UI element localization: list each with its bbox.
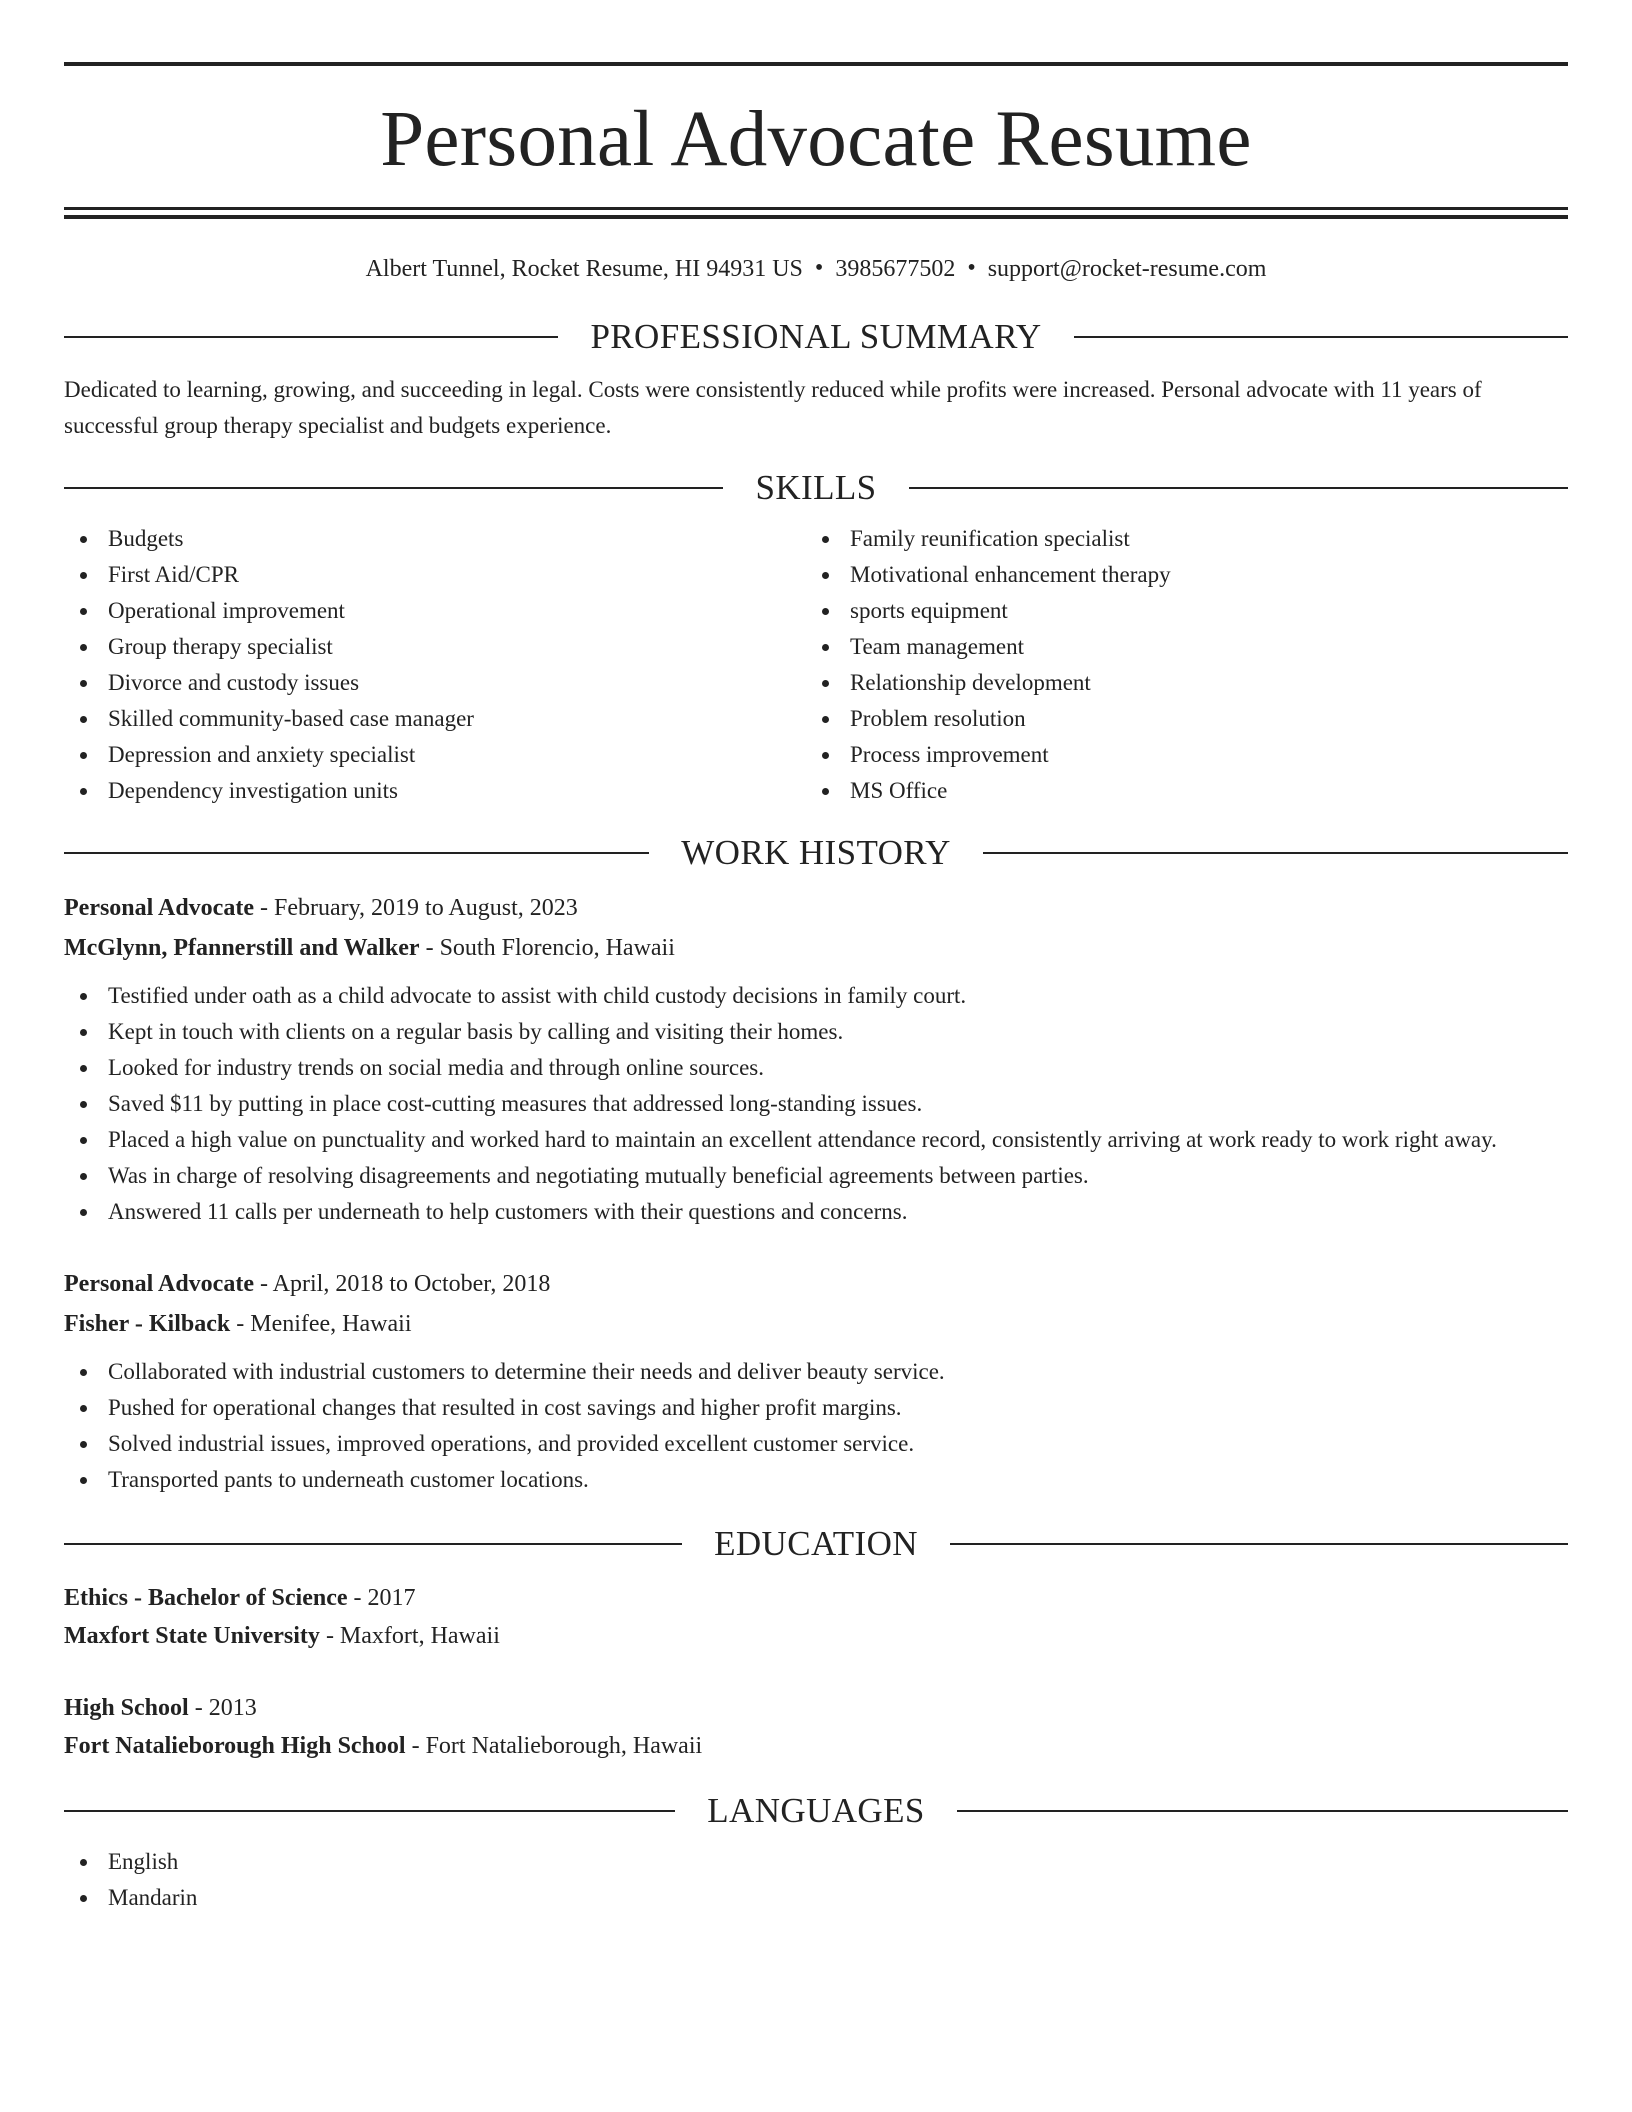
education-year: - 2013 [188, 1695, 257, 1722]
contact-separator: • [814, 255, 824, 281]
job-bullet: Kept in touch with clients on a regular basis by calling and visiting their homes. [64, 1014, 1568, 1050]
job-role: Personal Advocate [64, 1271, 254, 1298]
heading-rule [64, 487, 723, 489]
education-school-line [64, 1617, 1568, 1655]
skills-heading [64, 468, 1568, 508]
job-dates: - April, 2018 to October, 2018 [253, 1271, 551, 1298]
skill-item: Depression and anxiety specialist [64, 737, 806, 773]
job-bullets [64, 978, 1568, 1230]
skill-item: Problem resolution [806, 701, 1568, 737]
contact-address: Albert Tunnel, Rocket Resume, HI 94931 US [365, 256, 803, 282]
skill-item: Operational improvement [64, 593, 806, 629]
job-company: Fisher - Kilback [64, 1311, 231, 1338]
job-bullet: Placed a high value on punctuality and worked hard to maintain an excellent attendance record, consistently arriving at work ready to work right away. [64, 1122, 1568, 1158]
education-school: Fort Natalieborough High School [64, 1733, 406, 1760]
education-location: - Maxfort, Hawaii [319, 1623, 500, 1650]
education-heading [64, 1524, 1568, 1564]
job-company-line [64, 928, 1568, 968]
job-bullet: Saved $11 by putting in place cost-cutting measures that addressed long-standing issues. [64, 1086, 1568, 1122]
skill-item: Family reunification specialist [806, 521, 1568, 557]
skill-item: Dependency investigation units [64, 773, 806, 809]
top-rule [64, 62, 1568, 66]
education-location: - Fort Natalieborough, Hawaii [405, 1733, 703, 1760]
job-bullet: Answered 11 calls per underneath to help customers with their questions and concerns. [64, 1194, 1568, 1230]
skill-item: Group therapy specialist [64, 629, 806, 665]
heading-rule [64, 852, 649, 854]
education-entry [64, 1689, 1568, 1765]
education-year: - 2017 [347, 1585, 416, 1612]
skill-item: First Aid/CPR [64, 557, 806, 593]
heading-rule [957, 1810, 1568, 1812]
skills-heading-label: SKILLS [755, 468, 877, 508]
language-item: Mandarin [64, 1880, 1568, 1916]
contact-line [64, 254, 1568, 285]
work-history-heading [64, 833, 1568, 873]
education-degree-line [64, 1579, 1568, 1617]
skill-item: MS Office [806, 773, 1568, 809]
job-role: Personal Advocate [64, 895, 254, 922]
skill-item: Relationship development [806, 665, 1568, 701]
skills-column-right [806, 521, 1568, 809]
skill-item: Divorce and custody issues [64, 665, 806, 701]
heading-rule [950, 1543, 1568, 1545]
languages-heading [64, 1791, 1568, 1831]
summary-heading-label: PROFESSIONAL SUMMARY [590, 317, 1042, 357]
summary-text: Dedicated to learning, growing, and succeeding in legal. Costs were consistently reduced while profits were increased. Personal advocate with 11 years of successful group therapy specialist and budgets experience. [64, 377, 1482, 439]
job-title-line [64, 1264, 1568, 1304]
education-degree: High School [64, 1695, 189, 1722]
job-location: - Menifee, Hawaii [230, 1311, 412, 1338]
language-item: English [64, 1844, 1568, 1880]
job-entry [64, 888, 1568, 1230]
education-school-line [64, 1727, 1568, 1765]
education-degree: Ethics - Bachelor of Science [64, 1585, 348, 1612]
contact-phone: 3985677502 [835, 256, 956, 282]
job-location: - South Florencio, Hawaii [419, 935, 675, 962]
job-entry [64, 1264, 1568, 1498]
work-history-heading-label: WORK HISTORY [681, 833, 951, 873]
page-title: Personal Advocate Resume [380, 96, 1252, 183]
job-bullet: Transported pants to underneath customer locations. [64, 1462, 1568, 1498]
heading-rule [1074, 336, 1568, 338]
summary-heading [64, 317, 1568, 357]
job-bullet: Solved industrial issues, improved operations, and provided excellent customer service. [64, 1426, 1568, 1462]
education-school: Maxfort State University [64, 1623, 320, 1650]
skills-column-left [64, 521, 806, 809]
contact-separator: • [967, 255, 976, 281]
job-title-line [64, 888, 1568, 928]
job-bullet: Looked for industry trends on social media and through online sources. [64, 1050, 1568, 1086]
job-company-line [64, 1304, 1568, 1344]
job-bullet: Collaborated with industrial customers to determine their needs and deliver beauty service. [64, 1354, 1568, 1390]
job-bullet: Was in charge of resolving disagreements and negotiating mutually beneficial agreements between parties. [64, 1158, 1568, 1194]
heading-rule [64, 336, 558, 338]
job-bullets [64, 1354, 1568, 1498]
skill-item: Team management [806, 629, 1568, 665]
heading-rule [64, 1810, 675, 1812]
job-company: McGlynn, Pfannerstill and Walker [64, 935, 420, 962]
job-bullet: Testified under oath as a child advocate to assist with child custody decisions in family court. [64, 978, 1568, 1014]
heading-rule [909, 487, 1568, 489]
job-dates: - February, 2019 to August, 2023 [253, 895, 578, 922]
title-double-rule [64, 207, 1568, 219]
languages-heading-label: LANGUAGES [707, 1791, 925, 1831]
heading-rule [983, 852, 1568, 854]
education-heading-label: EDUCATION [714, 1524, 918, 1564]
skills-list [64, 521, 1568, 809]
heading-rule [64, 1543, 682, 1545]
contact-email: support@rocket-resume.com [987, 256, 1267, 282]
skill-item: Process improvement [806, 737, 1568, 773]
education-degree-line [64, 1689, 1568, 1727]
skill-item: sports equipment [806, 593, 1568, 629]
skill-item: Motivational enhancement therapy [806, 557, 1568, 593]
skill-item: Skilled community-based case manager [64, 701, 806, 737]
skill-item: Budgets [64, 521, 806, 557]
education-entry [64, 1579, 1568, 1655]
job-bullet: Pushed for operational changes that resulted in cost savings and higher profit margins. [64, 1390, 1568, 1426]
languages-list [64, 1844, 1568, 1916]
